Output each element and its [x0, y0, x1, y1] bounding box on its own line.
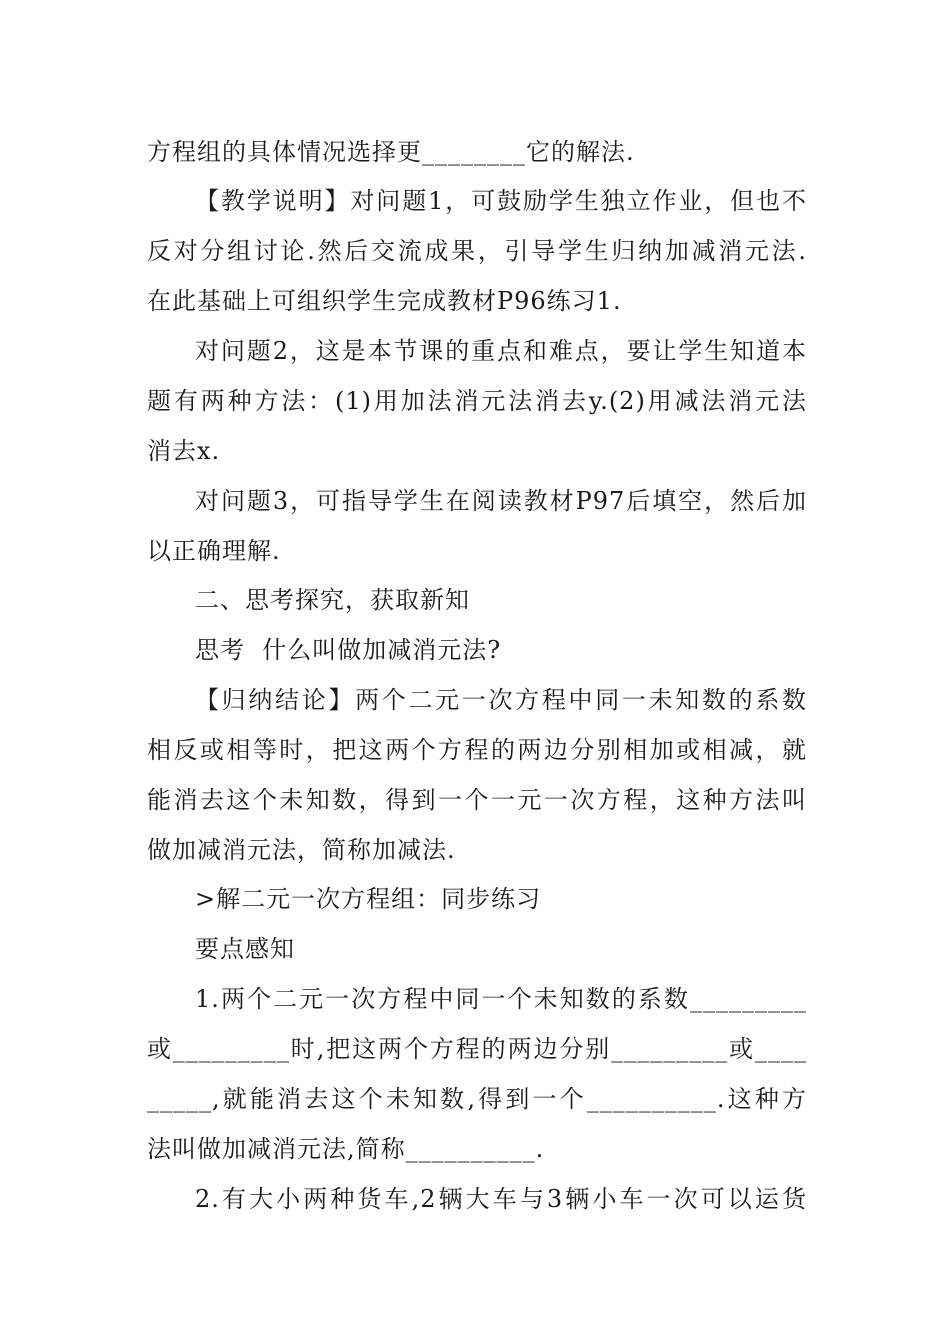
text-line: 在此基础上可组织学生完成教材P96练习1.	[147, 287, 622, 315]
text-line: 【教学说明】对问题1，可鼓励学生独立作业，但也不	[195, 187, 807, 215]
section-heading: 要点感知	[195, 935, 295, 963]
text-line: 对问题2，这是本节课的重点和难点，要让学生知道本	[195, 337, 807, 365]
exercise-line: _____,就能消去这个未知数,得到一个__________.这种方	[147, 1085, 807, 1113]
exercise-line: 或_________时,把这两个方程的两边分别_________或____	[147, 1035, 807, 1063]
text-line: 方程组的具体情况选择更________它的解法.	[147, 138, 635, 166]
exercise-line: 法叫做加减消元法,简称__________.	[147, 1135, 545, 1163]
section-heading: >解二元一次方程组：同步练习	[195, 885, 542, 913]
exercise-line: 2.有大小两种货车,2辆大车与3辆小车一次可以运货	[195, 1185, 807, 1213]
exercise-line: 1.两个二元一次方程中同一个未知数的系数_________	[195, 985, 807, 1013]
section-heading: 二、思考探究，获取新知	[195, 586, 470, 614]
text-line: 思考 什么叫做加减消元法?	[195, 636, 502, 664]
text-line: 对问题3，可指导学生在阅读教材P97后填空，然后加	[195, 487, 807, 515]
text-line: 以正确理解.	[147, 537, 281, 565]
text-line: 反对分组讨论.然后交流成果，引导学生归纳加减消元法.	[147, 237, 807, 265]
text-line: 题有两种方法：(1)用加法消元法消去y.(2)用减法消元法	[147, 387, 807, 415]
text-line: 做加减消元法，简称加减法.	[147, 836, 456, 864]
text-line: 【归纳结论】两个二元一次方程中同一未知数的系数	[195, 686, 807, 714]
text-line: 消去x.	[147, 437, 221, 465]
text-line: 能消去这个未知数，得到一个一元一次方程，这种方法叫	[147, 786, 807, 814]
text-line: 相反或相等时，把这两个方程的两边分别相加或相减，就	[147, 736, 807, 764]
